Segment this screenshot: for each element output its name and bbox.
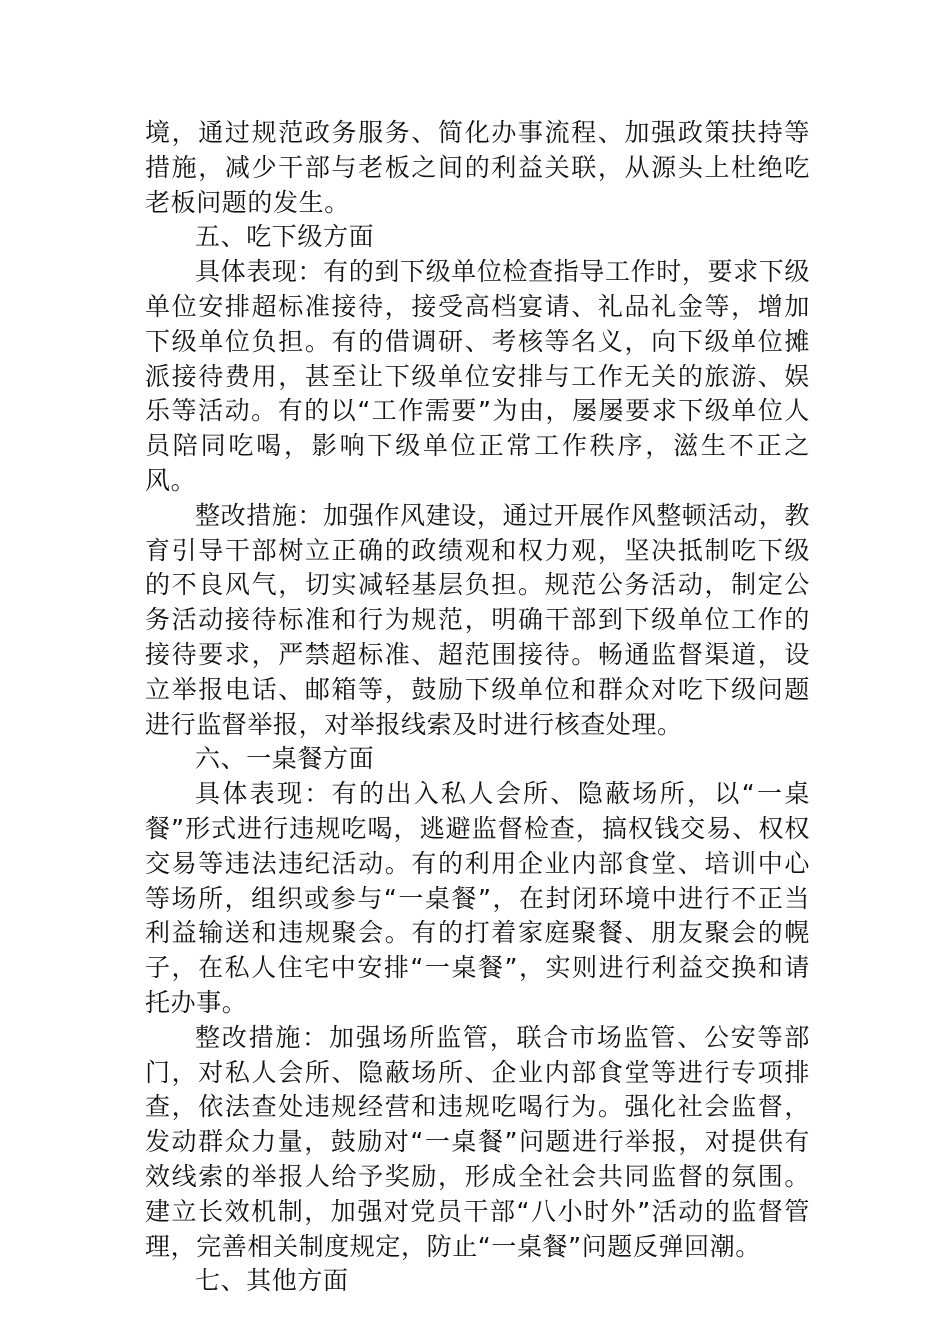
paragraph-symptoms-six: 具体表现：有的出入私人会所、隐蔽场所，以“一桌餐”形式进行违规吃喝，逃避监督检查，搞权钱交易、权权交易等违法违纪活动。有的利用企业内部食堂、培训中心等场所，组织或参与“一桌餐”，在封闭环境中进行不正当利益输送和违规聚会。有的打着家庭聚餐、朋友聚会的幌子，在私人住宅中安排“一桌餐”，实则进行利益交换和请托办事。: [145, 779, 810, 1017]
section-heading-six: 六、一桌餐方面: [195, 744, 375, 774]
document-body: [145, 116, 810, 1299]
paragraph-symptoms-five: 具体表现：有的到下级单位检查指导工作时，要求下级单位安排超标准接待，接受高档宴请、礼品礼金等，增加下级单位负担。有的借调研、考核等名义，向下级单位摊派接待费用，甚至让下级单位安排与工作无关的旅游、娱乐等活动。有的以“工作需要”为由，屡屡要求下级单位人员陪同吃喝，影响下级单位正常工作秩序，滋生不正之风。: [145, 257, 810, 495]
section-heading-five: 五、吃下级方面: [195, 222, 375, 252]
paragraph-continuation: 境，通过规范政务服务、简化办事流程、加强政策扶持等措施，减少干部与老板之间的利益关联，从源头上杜绝吃老板问题的发生。: [145, 118, 810, 217]
paragraph-measures-five: 整改措施：加强作风建设，通过开展作风整顿活动，教育引导干部树立正确的政绩观和权力观，坚决抵制吃下级的不良风气，切实减轻基层负担。规范公务活动，制定公务活动接待标准和行为规范，明确干部到下级单位工作的接待要求，严禁超标准、超范围接待。畅通监督渠道，设立举报电话、邮箱等，鼓励下级单位和群众对吃下级问题进行监督举报，对举报线索及时进行核查处理。: [145, 500, 810, 739]
paragraph-measures-six: 整改措施：加强场所监管，联合市场监管、公安等部门，对私人会所、隐蔽场所、企业内部食堂等进行专项排查，依法查处违规经营和违规吃喝行为。强化社会监督，发动群众力量，鼓励对“一桌餐”问题进行举报，对提供有效线索的举报人给予奖励，形成全社会共同监督的氛围。建立长效机制，加强对党员干部“八小时外”活动的监督管理，完善相关制度规定，防止“一桌餐”问题反弹回潮。: [145, 1022, 810, 1261]
section-heading-seven: 七、其他方面: [195, 1266, 349, 1296]
